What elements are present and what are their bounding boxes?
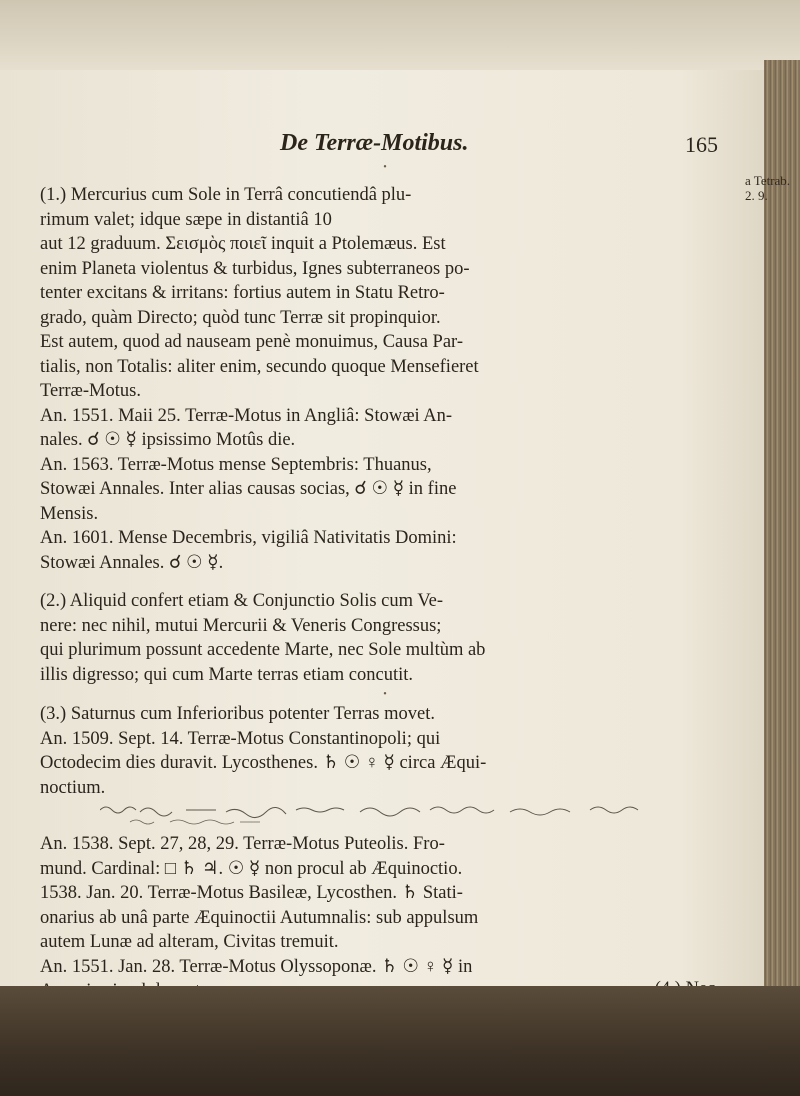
text-line: grado, quàm Directo; quòd tunc Terræ sit propinquior. xyxy=(40,307,441,328)
text-line: Mensis. xyxy=(40,503,99,524)
page-number: 165 xyxy=(685,132,718,157)
text-line: Octodecim dies duravit. Lycosthenes. ♄ ☉ ♀ ☿ circa Æqui- xyxy=(40,753,487,773)
text-line: Stowæi Annales. Inter alias causas socias, ☌ ☉ ☿ in fine xyxy=(40,479,457,499)
paragraph xyxy=(40,453,730,527)
text-line: An. 1509. Sept. 14. Terræ-Motus Constantinopoli; qui xyxy=(40,728,441,749)
text-line: (1.) Mercurius cum Sole in Terrâ concutiendâ plu- xyxy=(40,185,412,205)
text-line: An. 1551. Jan. 28. Terræ-Motus Olyssoponæ. ♄ ☉ ♀ ☿ in xyxy=(40,956,473,977)
paragraph xyxy=(40,589,730,687)
text-line: aut 12 graduum. Σεισμὸς ποιεῖ inquit a Ptolemæus. Est xyxy=(40,234,446,254)
text-line: illis digresso; qui cum Marte terras etiam concutit. xyxy=(40,664,413,685)
text-line: tenter excitans & irritans: fortius autem in Statu Retro- xyxy=(40,283,445,303)
text-line: qui plurimum possunt accedente Marte, nec Sole multùm ab xyxy=(40,640,486,660)
margin-note xyxy=(745,173,795,203)
text-line: onarius ab unâ parte Æquinoctii Autumnalis: sub appulsum xyxy=(40,907,479,928)
paragraph xyxy=(40,183,730,404)
text-line: noctium. xyxy=(40,777,106,798)
body-text xyxy=(40,160,730,1003)
text-line: An. 1563. Terræ-Motus mense Septembris: Thuanus, xyxy=(40,454,432,475)
page-header xyxy=(40,122,730,162)
paragraph xyxy=(40,404,730,453)
text-line: nere: nec nihil, mutui Mercurii & Veneris Congressus; xyxy=(40,615,442,636)
bottom-edge xyxy=(0,986,800,1096)
running-head: De Terræ-Motibus. xyxy=(280,130,469,156)
text-line: autem Lunæ ad alteram, Civitas tremuit. xyxy=(40,932,339,952)
text-line: Est autem, quod ad nauseam penè monuimus, Causa Par- xyxy=(40,332,463,352)
text-line: nales. ☌ ☉ ☿ ipsissimo Motûs die. xyxy=(40,430,296,450)
text-line: enim Planeta violentus & turbidus, Ignes subterraneos po- xyxy=(40,258,470,279)
paragraph xyxy=(40,832,730,1003)
text-line: An. 1601. Mense Decembris, vigiliâ Nativitatis Domini: xyxy=(40,528,457,548)
ornament: • xyxy=(383,162,387,173)
paragraph xyxy=(40,526,730,575)
text-line: (2.) Aliquid confert etiam & Conjunctio Solis cum Ve- xyxy=(40,591,444,611)
text-line: mund. Cardinal: □ ♄ ♃. ☉ ☿ non procul ab Æquinoctio. xyxy=(40,858,463,879)
paragraph xyxy=(40,702,730,800)
text-line: 1538. Jan. 20. Terræ-Motus Basileæ, Lycosthen. ♄ Stati- xyxy=(40,883,463,903)
text-line: An. 1551. Maii 25. Terræ-Motus in Angliâ: Stowæi An- xyxy=(40,405,453,426)
margin-note-line: 2. 9. xyxy=(745,188,768,203)
ornament: • xyxy=(383,689,387,700)
margin-note-line: a Tetrab. xyxy=(745,173,791,188)
text-line: tialis, non Totalis: aliter enim, secundo quoque Mensefieret xyxy=(40,356,479,377)
handwriting-scribble xyxy=(100,800,660,826)
text-line: rimum valet; idque sæpe in distantiâ 10 xyxy=(40,209,332,230)
text-line: (3.) Saturnus cum Inferioribus potenter Terras movet. xyxy=(40,704,435,724)
text-line: Terræ-Motus. xyxy=(40,381,141,401)
handwritten-annotation xyxy=(100,800,730,828)
text-line: An. 1538. Sept. 27, 28, 29. Terræ-Motus Puteolis. Fro- xyxy=(40,834,445,854)
text-line: Stowæi Annales. ☌ ☉ ☿. xyxy=(40,552,224,573)
top-edge xyxy=(0,0,800,70)
